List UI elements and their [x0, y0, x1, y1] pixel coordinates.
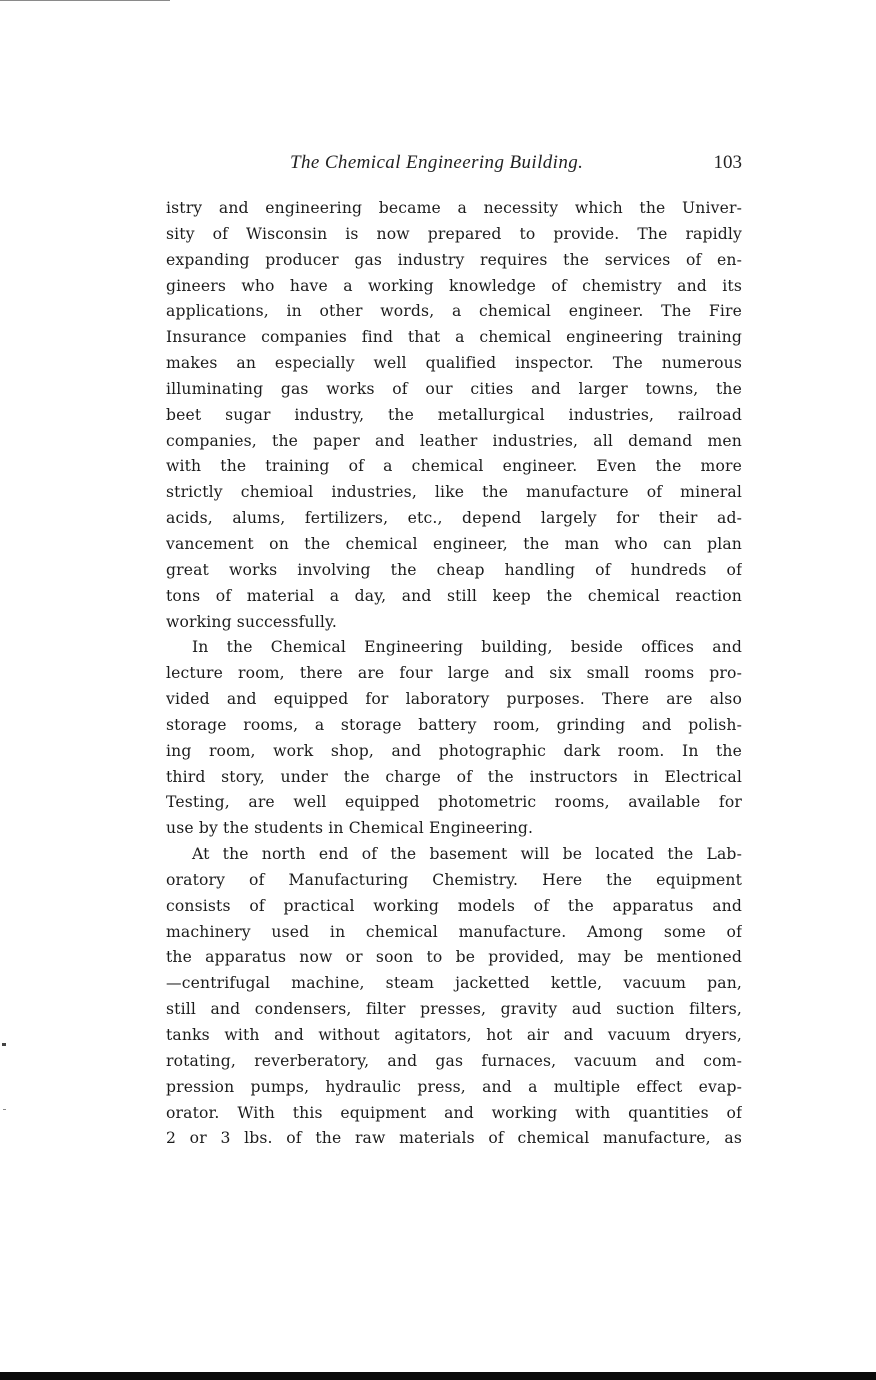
- text-line: In the Chemical Engineering building, beside offices and: [192, 638, 742, 657]
- text-line: rotating, reverberatory, and gas furnaces, vacuum and com-: [166, 1051, 742, 1070]
- text-line: tanks with and without agitators, hot air and vacuum dryers,: [166, 1026, 742, 1044]
- text-line: working successfully.: [166, 612, 337, 631]
- text-line: Insurance companies find that a chemical engineering training: [166, 328, 742, 347]
- text-line: orator. With this equipment and working with quantities of: [166, 1103, 742, 1122]
- paragraph-1: [166, 196, 742, 635]
- text-line: istry and engineering became a necessity which the Univer-: [166, 199, 742, 217]
- margin-mark: [2, 1043, 6, 1046]
- scan-top-rule: [0, 0, 170, 1]
- text-line: companies, the paper and leather industries, all demand men: [166, 431, 742, 450]
- text-line: vancement on the chemical engineer, the man who can plan: [166, 534, 742, 553]
- text-line: acids, alums, fertilizers, etc., depend largely for their ad-: [166, 509, 742, 528]
- body-text: [166, 196, 742, 1152]
- text-line: At the north end of the basement will be located the Lab-: [192, 845, 742, 864]
- text-line: great works involving the cheap handling of hundreds of: [166, 560, 742, 579]
- text-line: strictly chemioal industries, like the manufacture of mineral: [166, 483, 742, 502]
- margin-mark: [3, 1109, 6, 1110]
- paragraph-3: [166, 842, 742, 1152]
- paragraph-2: [166, 635, 742, 842]
- text-line: sity of Wisconsin is now prepared to provide. The rapidly: [166, 224, 742, 243]
- text-line: gineers who have a working knowledge of chemistry and its: [166, 276, 742, 295]
- text-line: makes an especially well qualified inspector. The numerous: [166, 354, 742, 373]
- page-header: [166, 152, 742, 182]
- text-line: expanding producer gas industry requires the services of en-: [166, 250, 742, 269]
- text-line: with the training of a chemical engineer. Even the more: [166, 457, 742, 476]
- text-line: storage rooms, a storage battery room, grinding and polish-: [166, 715, 742, 734]
- text-line: lecture room, there are four large and six small rooms pro-: [166, 664, 742, 683]
- text-line: 2 or 3 lbs. of the raw materials of chemical manufacture, as: [166, 1129, 742, 1148]
- text-line: vided and equipped for laboratory purposes. There are also: [166, 690, 742, 709]
- text-line: —centrifugal machine, steam jacketted kettle, vacuum pan,: [166, 974, 742, 993]
- text-line: consists of practical working models of the apparatus and: [166, 896, 742, 915]
- text-line: ing room, work shop, and photographic dark room. In the: [166, 741, 742, 760]
- text-line: oratory of Manufacturing Chemistry. Here the equipment: [166, 870, 742, 889]
- scan-bottom-border: [0, 1372, 876, 1380]
- text-line: pression pumps, hydraulic press, and a multiple effect evap-: [166, 1077, 742, 1096]
- text-line: third story, under the charge of the instructors in Electrical: [166, 767, 742, 786]
- page-number: 103: [713, 152, 742, 173]
- text-line: still and condensers, filter presses, gravity aud suction filters,: [166, 1000, 742, 1019]
- text-line: Testing, are well equipped photometric rooms, available for: [166, 793, 742, 812]
- text-line: illuminating gas works of our cities and larger towns, the: [166, 379, 742, 398]
- text-line: the apparatus now or soon to be provided, may be mentioned: [166, 948, 742, 967]
- text-line: applications, in other words, a chemical engineer. The Fire: [166, 302, 742, 321]
- text-line: beet sugar industry, the metallurgical industries, railroad: [166, 405, 742, 424]
- text-line: tons of material a day, and still keep the chemical reaction: [166, 586, 742, 605]
- text-line: use by the students in Chemical Engineering.: [166, 819, 534, 838]
- text-line: machinery used in chemical manufacture. Among some of: [166, 922, 742, 941]
- running-title: The Chemical Engineering Building.: [290, 152, 584, 173]
